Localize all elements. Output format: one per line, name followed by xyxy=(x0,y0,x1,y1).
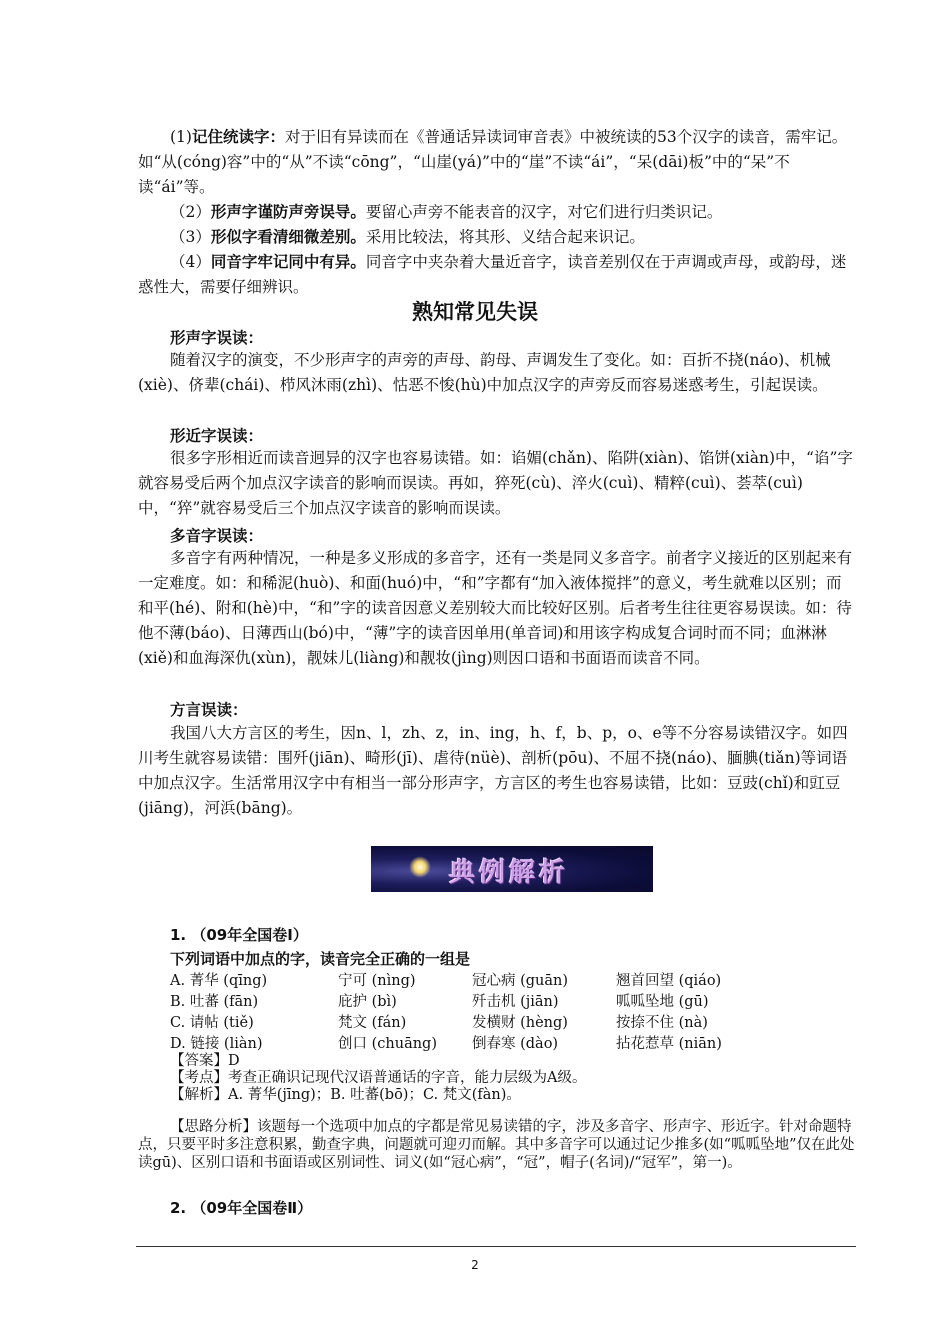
banner-title: 典例解析 xyxy=(449,858,570,888)
fangyan-text: 我国八大方言区的考生，因n、l，zh、z，in、ing，h、f，b、p，o、e等不分容易读错汉字。如四川考生就容易读错：围歼(jiān)、畸形(jī)、虐待(nüè)、剖析(pōu)、不屈不挠(náo)、腼腆(tiǎn)等词语中加点汉字。生活常用汉字中有相当一部分形声字，方言区的考生也容易读错，比如：豆豉(chǐ)和豇豆(jiāng)，河浜(bāng)。 xyxy=(138,724,848,817)
section-title: 熟知常见失误 xyxy=(412,300,538,324)
silu-analysis: 【思路分析】该题每一个选项中加点的字都是常见易读错的字，涉及多音字、形声字、形近字。针对命题特点，只要平时多注意积累，勤查字典，问题就可迎刃而解。其中多音字可以通过记少推多(如“呱呱坠地”仅在此处读gū)、区别口语和书面语或区别词性、词义(如“冠心病”，“冠”，帽子(名词)/“冠军”，第一)。 xyxy=(138,1118,855,1171)
xingjin-heading: 形近字误读： xyxy=(170,426,264,445)
option-b-1: B. 吐蕃 (fān) xyxy=(170,994,259,1010)
option-b-3: 歼击机 (jiān) xyxy=(472,994,559,1010)
option-c-3: 发横财 (hèng) xyxy=(472,1015,568,1031)
option-d-1: D. 链接 (liàn) xyxy=(170,1036,263,1052)
rule-2-text: 要留心声旁不能表音的汉字，对它们进行归类识记。 xyxy=(365,203,723,221)
star-icon xyxy=(409,856,431,878)
rule-1-text: 对于旧有异读而在《普通话异读词审音表》中被统读的53个汉字的读音，需牢记。如“从(cóng)容”中的“从”不读“cōng”，“山崖(yá)”中的“崖”不读“ái”，“呆(dāi)板”中的“呆”不读“ái”等。 xyxy=(138,128,848,196)
option-a-3: 冠心病 (guān) xyxy=(472,973,569,989)
question-2-label: 2. （09年全国卷Ⅱ） xyxy=(170,1199,313,1217)
xingsheng-text: 随着汉字的演变，不少形声字的声旁的声母、韵母、声调发生了变化。如：百折不挠(náo)、机械(xiè)、侪辈(chái)、栉风沐雨(zhì)、怙恶不悛(hù)中加点汉字的声旁反而容易迷惑考生，引起误读。 xyxy=(138,351,831,394)
xingjin-text: 很多字形相近而读音迥异的汉字也容易读错。如：谄媚(chǎn)、陷阱(xiàn)、馅饼(xiàn)中，“谄”字就容易受后两个加点汉字读音的影响而误读。再如，猝死(cù)、淬火(cuì)、精粹(cuì)、荟萃(cuì)中，“猝”就容易受后三个加点汉字读音的影响而误读。 xyxy=(138,449,853,517)
option-a-1: A. 菁华 (qīng) xyxy=(170,973,268,989)
duoyin-heading: 多音字误读： xyxy=(170,526,264,545)
footer-divider xyxy=(136,1246,856,1247)
option-d-3: 倒春寒 (dào) xyxy=(472,1036,559,1052)
option-a-2: 宁可 (nìng) xyxy=(338,973,416,989)
question-1-label: 1. （09年全国卷Ⅰ） xyxy=(170,926,308,944)
rule-3-bold: 形似字看清细微差别。 xyxy=(210,227,366,246)
option-b-4: 呱呱坠地 (gū) xyxy=(616,994,709,1010)
option-a-4: 翘首回望 (qiáo) xyxy=(616,973,722,989)
jiexi-line: 【解析】A. 菁华(jīng)；B. 吐蕃(bō)；C. 梵文(fàn)。 xyxy=(170,1087,521,1103)
option-d-4: 拈花惹草 (niān) xyxy=(616,1036,722,1052)
rule-3: （3）形似字看清细微差别。采用比较法，将其形、义结合起来识记。 xyxy=(170,227,645,246)
kaodian-line: 【考点】考查正确识记现代汉语普通话的字音，能力层级为A级。 xyxy=(170,1070,587,1086)
rule-4: （4）同音字牢记同中有异。同音字中夹杂着大量近音字，读音差别仅在于声调或声母，或韵母，迷惑性大，需要仔细辨识。 xyxy=(138,252,847,296)
rule-1: (1)记住统读字：对于旧有异读而在《普通话异读词审音表》中被统读的53个汉字的读音，需牢记。如“从(cóng)容”中的“从”不读“cōng”，“山崖(yá)”中的“崖”不读“ái”，“呆(dāi)板”中的“呆”不读“ái”等。 xyxy=(138,127,848,196)
option-c-4: 按捺不住 (nà) xyxy=(616,1015,708,1031)
page-number: 2 xyxy=(471,1258,479,1272)
answer-line: 【答案】D xyxy=(170,1053,240,1069)
duoyin-text: 多音字有两种情况，一种是多义形成的多音字，还有一类是同义多音字。前者字义接近的区别起来有一定难度。如：和稀泥(huò)、和面(huó)中，“和”字都有“加入液体搅拌”的意义，考生就难以区别；而和平(hé)、附和(hè)中，“和”字的读音因意义差别较大而比较好区别。后者考生往往更容易误读。如：待他不薄(báo)、日薄西山(bó)中，“薄”字的读音因单用(单音词)和用该字构成复合词时而不同；血淋淋(xiě)和血海深仇(xùn)，靓妹儿(liàng)和靓妆(jìng)则因口语和书面语而读音不同。 xyxy=(138,549,853,667)
rule-4-text: 同音字中夹杂着大量近音字，读音差别仅在于声调或声母，或韵母，迷惑性大，需要仔细辨识。 xyxy=(138,253,847,296)
question-1-stem: 下列词语中加点的字，读音完全正确的一组是 xyxy=(170,950,471,968)
rule-2-bold: 形声字谨防声旁误导。 xyxy=(210,202,366,221)
rule-2: （2）形声字谨防声旁误导。要留心声旁不能表音的汉字，对它们进行归类识记。 xyxy=(170,202,723,221)
example-analysis-banner xyxy=(371,846,653,892)
rule-3-text: 采用比较法，将其形、义结合起来识记。 xyxy=(365,228,645,246)
xingsheng-heading: 形声字误读： xyxy=(170,328,264,347)
rule-1-bold: 记住统读字： xyxy=(191,127,285,146)
option-c-1: C. 请帖 (tiě) xyxy=(170,1015,254,1031)
option-c-2: 梵文 (fán) xyxy=(338,1015,407,1031)
rule-4-bold: 同音字牢记同中有异。 xyxy=(210,252,366,271)
option-d-2: 创口 (chuāng) xyxy=(338,1036,437,1052)
fangyan-heading: 方言误读： xyxy=(170,700,248,719)
option-b-2: 庇护 (bì) xyxy=(338,994,397,1010)
